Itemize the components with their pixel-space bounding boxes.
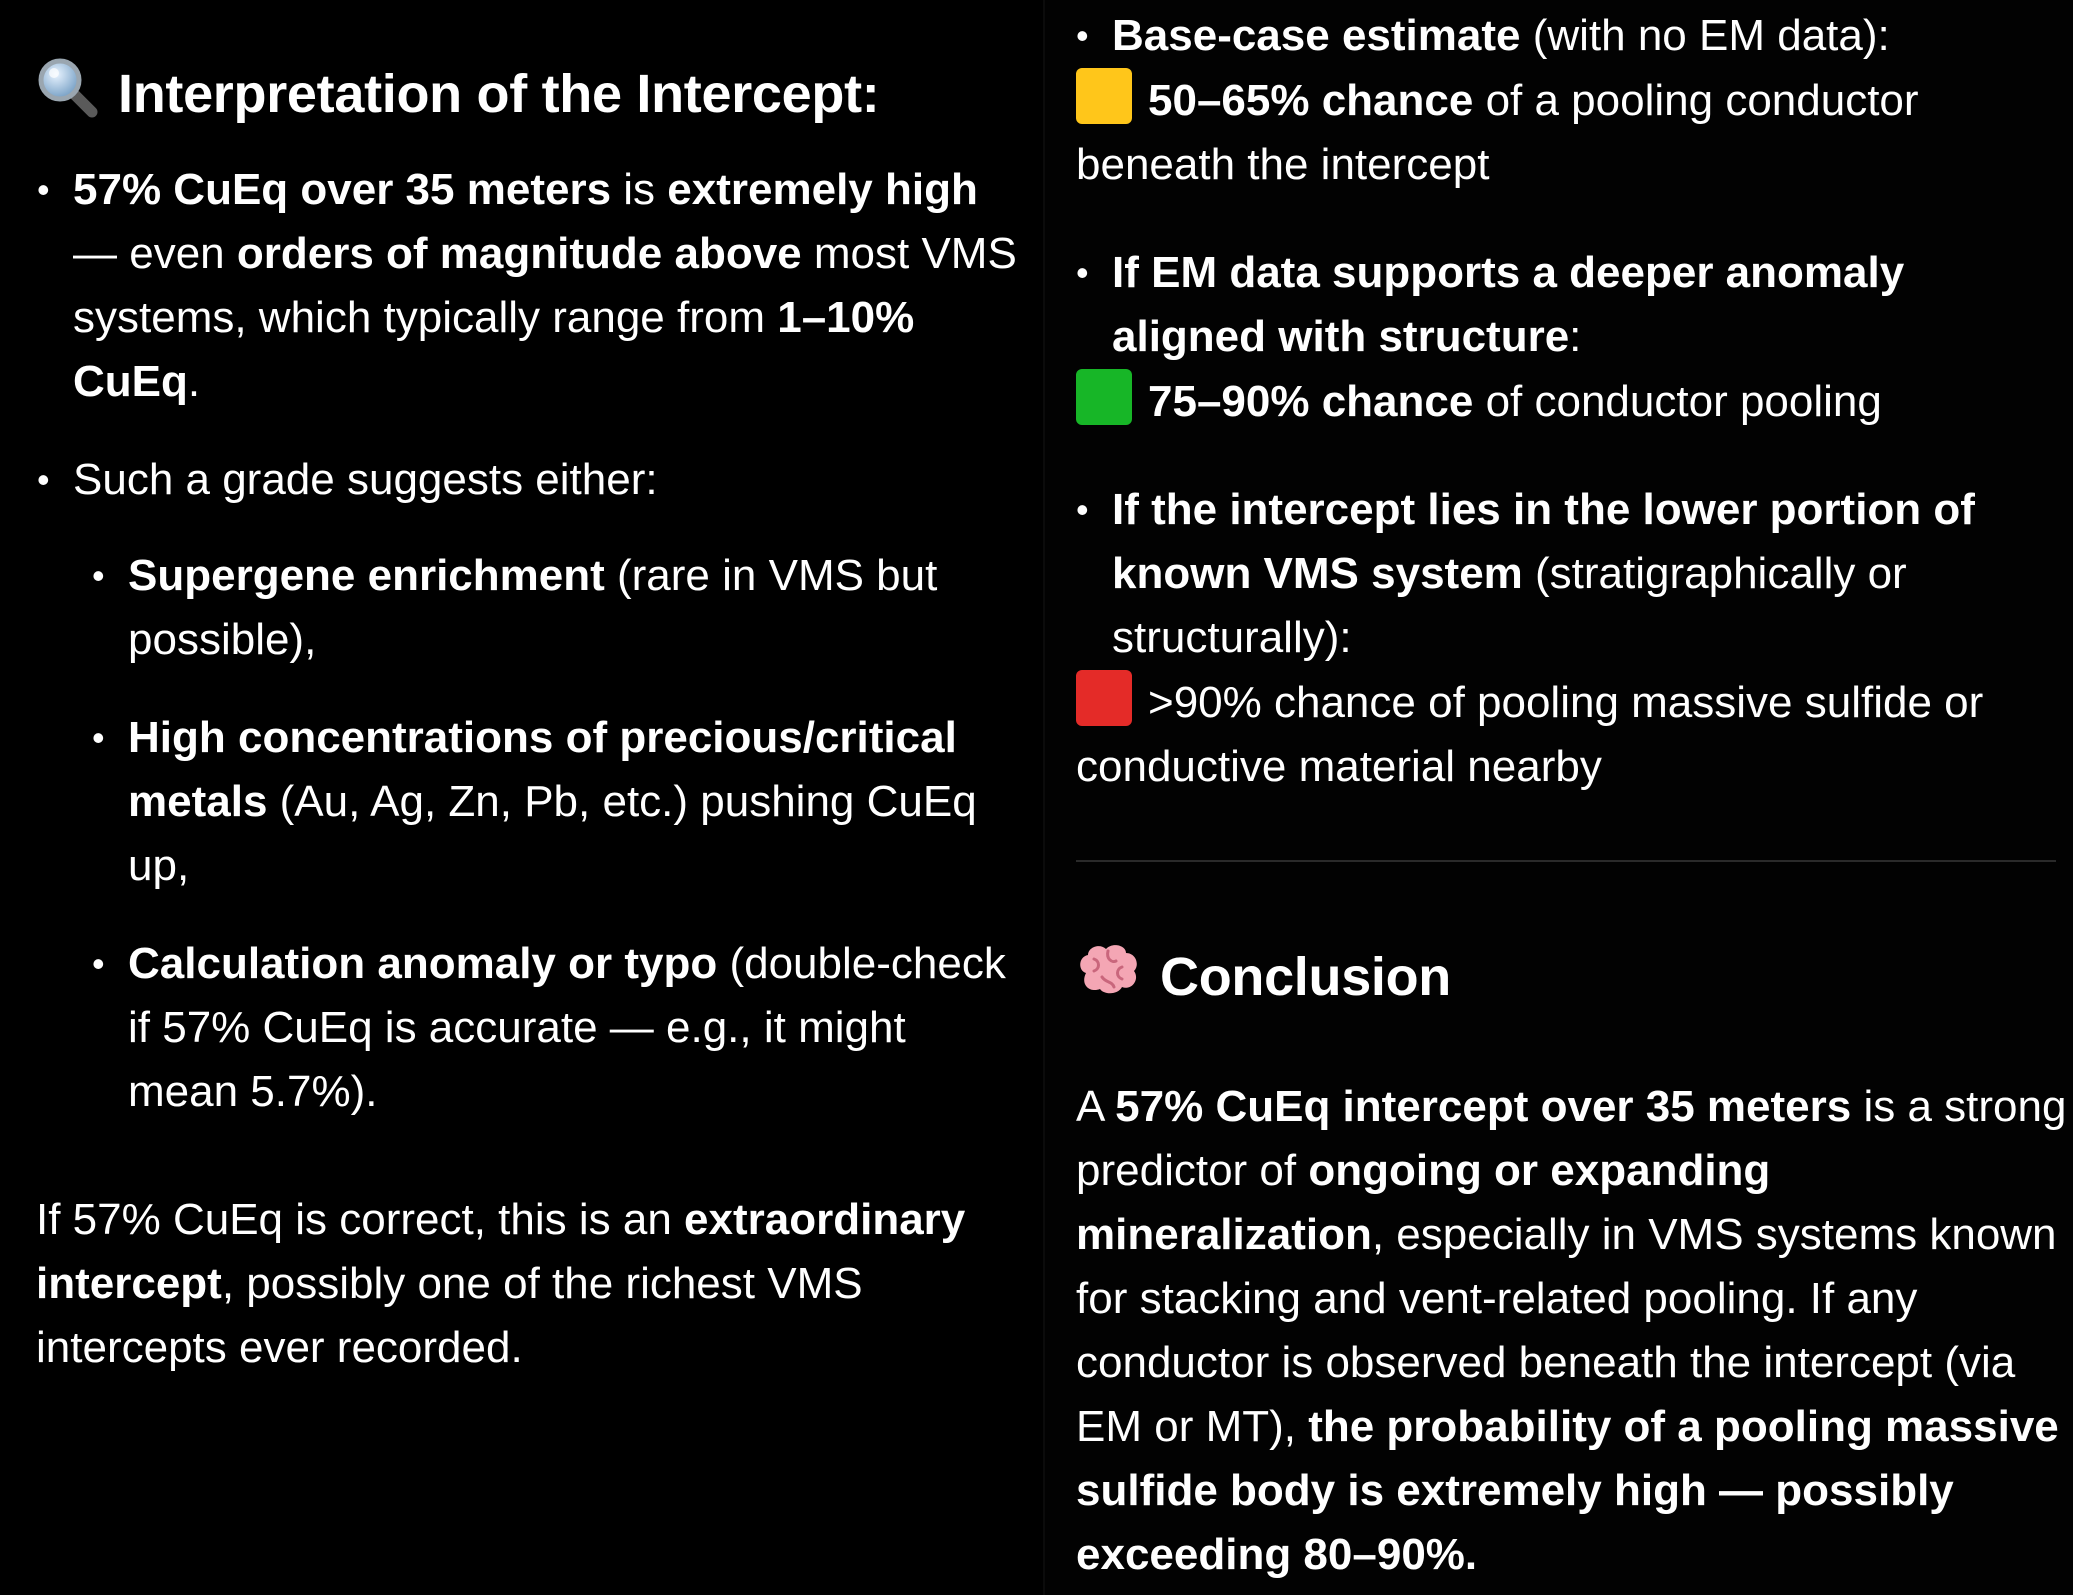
interpretation-bullets	[73, 158, 1023, 546]
bullet-bold: extremely high	[667, 165, 978, 214]
sub-bullet-bold: Calculation anomaly or typo	[128, 939, 718, 988]
conclusion-text: .	[1464, 1530, 1478, 1579]
estimate-lead-text: :	[1569, 312, 1582, 361]
estimate-lead-text: (with no EM data):	[1520, 11, 1890, 60]
estimate-lead-bold: If EM data supports a deeper anomaly aligned with structure	[1112, 248, 1905, 361]
estimate-lead	[1045, 478, 2055, 670]
grade-sub-bullets	[128, 544, 1018, 1158]
yellow-square-icon	[1076, 68, 1132, 124]
conclusion-bold: the probability of a pooling massive sulfide body is extremely high — possibly exceeding 80–90%	[1076, 1402, 2059, 1579]
closing-text: If 57% CuEq is correct, this is an	[36, 1195, 685, 1244]
bullet-dot: •	[1076, 15, 1089, 56]
interpretation-heading-text: Interpretation of the Intercept:	[118, 63, 880, 124]
closing-bold: extraordinary intercept	[36, 1195, 966, 1308]
interpretation-heading	[36, 56, 879, 131]
estimate-result	[1045, 670, 2055, 799]
bullet-bold: 57% CuEq over 35 meters	[73, 165, 612, 214]
conclusion-bold: ongoing or expanding mineralization	[1076, 1146, 1771, 1259]
estimate-result	[1045, 68, 2055, 197]
estimate-lower-portion	[1045, 478, 2055, 799]
estimate-lead	[1045, 241, 2055, 369]
list-item	[128, 706, 1018, 898]
conclusion-text: is a strong predictor of	[1076, 1082, 2067, 1195]
bullet-text: most VMS systems, which typically range from	[73, 229, 1017, 342]
estimate-lead-bold: Base-case estimate	[1112, 11, 1521, 60]
bullet-dot: •	[1076, 252, 1089, 293]
bullet-text: — even	[73, 229, 237, 278]
estimate-result-bold: 50–65% chance	[1148, 76, 1474, 125]
list-item	[73, 448, 1023, 512]
bullet-dot: •	[1076, 489, 1089, 530]
estimate-result-text: >90% chance of pooling massive sulfide or conductive material nearby	[1076, 678, 1984, 791]
bullet-text: is	[611, 165, 668, 214]
list-item	[128, 544, 1018, 672]
right-column	[1045, 0, 2073, 1595]
estimate-lead-text: (stratigraphically or structurally):	[1112, 549, 1907, 662]
sub-bullet-text: (Au, Ag, Zn, Pb, etc.) pushing CuEq up,	[128, 777, 977, 890]
estimate-lead-bold: If the intercept lies in the lower portion of known VMS system	[1112, 485, 1975, 598]
bullet-text: Such a grade suggests either:	[73, 455, 658, 504]
conclusion-bold: 57% CuEq intercept over 35 meters	[1115, 1082, 1852, 1131]
bullet-text: .	[187, 357, 201, 406]
sub-bullet-bold: High concentrations of precious/critical metals	[128, 713, 957, 826]
bullet-bold: 1–10% CuEq	[73, 293, 915, 406]
estimate-base-case	[1045, 4, 2055, 197]
estimate-result-bold: 75–90% chance	[1148, 377, 1474, 426]
section-divider	[1076, 860, 2056, 862]
conclusion-heading	[1076, 943, 1451, 1010]
list-item	[73, 158, 1023, 414]
estimate-result-text: of conductor pooling	[1473, 377, 1882, 426]
conclusion-paragraph	[1076, 1075, 2073, 1587]
magnifying-glass-icon	[36, 56, 98, 131]
bullet-bold: orders of magnitude above	[236, 229, 802, 278]
list-item	[128, 932, 1018, 1124]
closing-text: , possibly one of the richest VMS intercepts ever recorded.	[36, 1259, 863, 1372]
conclusion-text: , especially in VMS systems known for stacking and vent-related pooling. If any conductor is observed beneath the intercept (via EM or MT),	[1076, 1210, 2057, 1451]
red-square-icon	[1076, 670, 1132, 726]
estimate-em-data	[1045, 241, 2055, 434]
brain-icon	[1076, 943, 1140, 1010]
estimate-result-text: of a pooling conductor beneath the intercept	[1076, 76, 1919, 189]
conclusion-heading-text: Conclusion	[1160, 946, 1451, 1007]
sub-bullet-text: (double-check if 57% CuEq is accurate — e.g., it might mean 5.7%).	[128, 939, 1006, 1116]
green-square-icon	[1076, 369, 1132, 425]
estimate-result	[1045, 369, 2055, 434]
conclusion-text: A	[1076, 1082, 1116, 1131]
sub-bullet-text: (rare in VMS but possible),	[128, 551, 938, 664]
sub-bullet-bold: Supergene enrichment	[128, 551, 605, 600]
closing-paragraph	[36, 1188, 1026, 1380]
estimate-lead	[1045, 4, 2055, 68]
probability-estimates	[1045, 4, 2055, 799]
